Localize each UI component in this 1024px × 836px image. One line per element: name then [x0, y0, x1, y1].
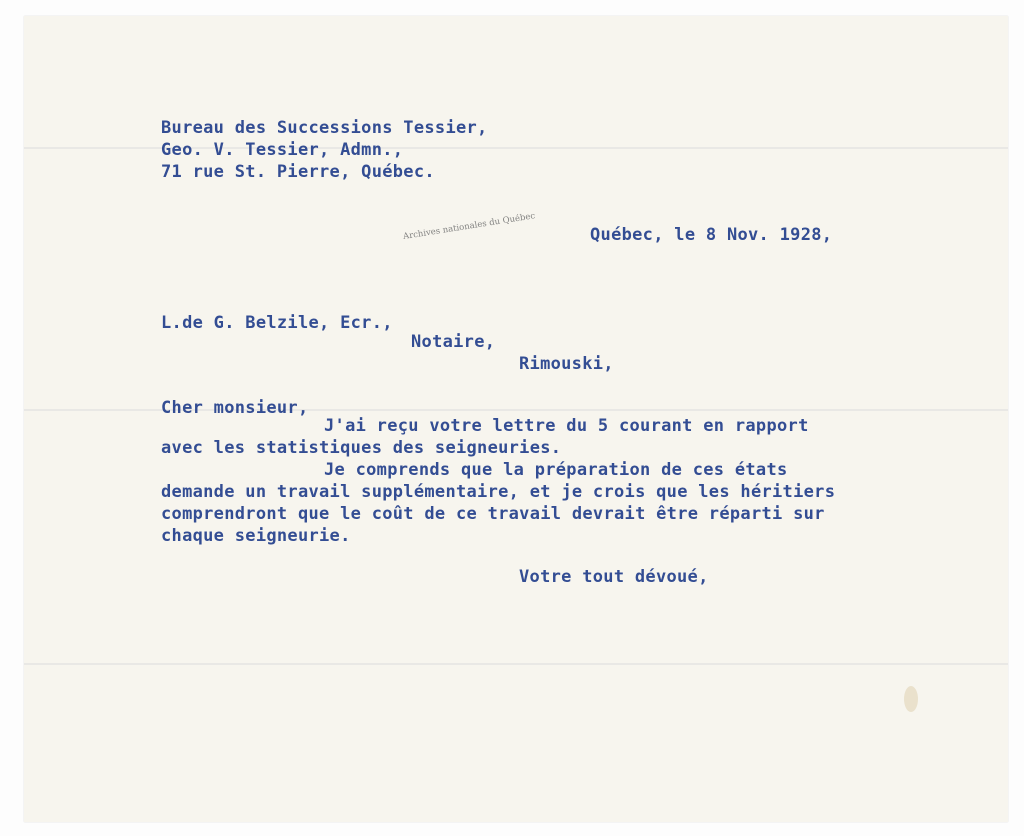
body-line: J'ai reçu votre lettre du 5 courant en rapport: [324, 416, 809, 436]
recipient-name: L.de G. Belzile, Ecr.,: [161, 313, 393, 333]
body-line: Je comprends que la préparation de ces états: [324, 460, 788, 480]
recipient-city: Rimouski,: [519, 354, 614, 374]
recipient-title: Notaire,: [411, 332, 496, 352]
salutation: Cher monsieur,: [161, 398, 309, 418]
archive-stamp: Archives nationales du Québec: [402, 211, 536, 242]
letter-date: Québec, le 8 Nov. 1928,: [590, 225, 833, 245]
paper-stain: [904, 686, 918, 712]
sender-line-3: 71 rue St. Pierre, Québec.: [161, 162, 435, 182]
body-line: avec les statistiques des seigneuries.: [161, 438, 562, 458]
sender-line-2: Geo. V. Tessier, Admn.,: [161, 140, 404, 160]
fold-line: [24, 663, 1008, 665]
closing: Votre tout dévoué,: [519, 567, 709, 587]
body-line: demande un travail supplémentaire, et je crois que les héritiers: [161, 482, 836, 502]
sender-line-1: Bureau des Successions Tessier,: [161, 118, 488, 138]
body-line: comprendront que le coût de ce travail devrait être réparti sur: [161, 504, 825, 524]
body-line: chaque seigneurie.: [161, 526, 351, 546]
